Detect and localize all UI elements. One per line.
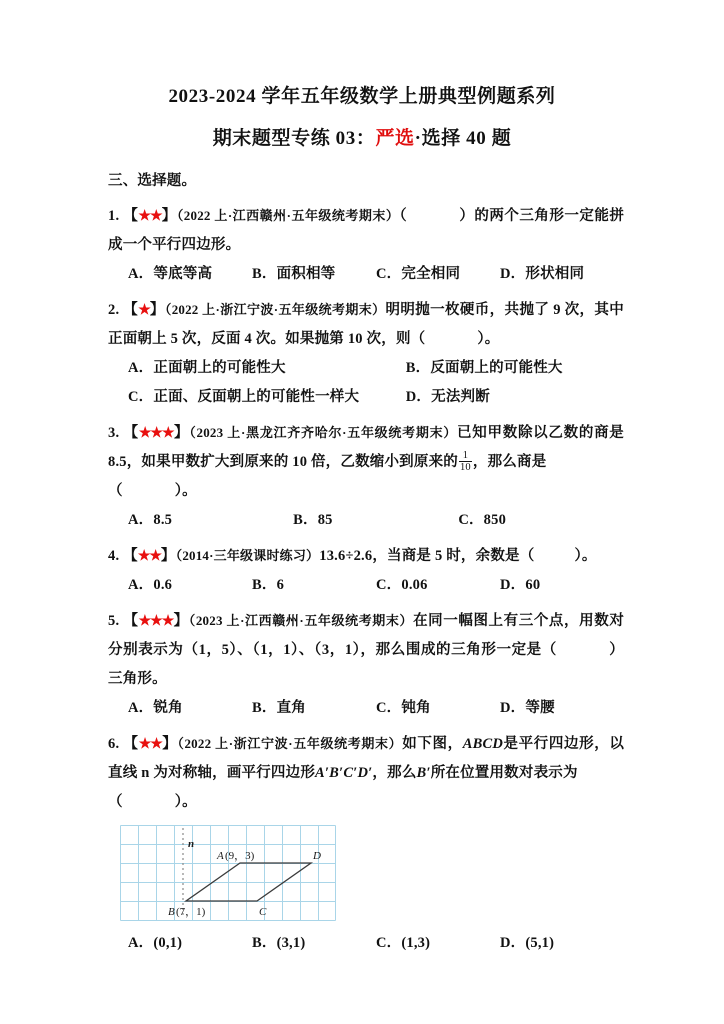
question-6-options xyxy=(128,929,624,958)
axis-label-n: n xyxy=(188,837,195,850)
subtitle-suffix: ·选择 40 题 xyxy=(414,128,512,150)
question-1-tail: ）的两个三角形一定能拼成一个平行四边形。 xyxy=(108,207,625,253)
difficulty-bracket-open: 【 xyxy=(123,612,139,629)
question-3-options xyxy=(128,506,624,535)
question-5 xyxy=(108,607,624,723)
question-4-tail: ）。 xyxy=(574,547,597,564)
fraction-one-tenth xyxy=(459,450,472,473)
fraction-denominator: 10 xyxy=(459,461,471,473)
question-6-mid-1: 是平行四边形，以直线 n 为对称轴，画平行四边形 xyxy=(108,735,625,781)
option-d[interactable]: D．形状相同 xyxy=(500,265,585,282)
question-3-tail: ）。 xyxy=(174,482,197,499)
question-1-source: （2022 上·江西赣州·五年级统考期末） xyxy=(176,207,400,223)
option-c[interactable]: C．正面、反面朝上的可能性一样大 xyxy=(128,388,360,405)
question-3-stem: 已知甲数除以乙数的商是 8.5，如果甲数扩大到原来的 10 倍，乙数缩小到原来的 xyxy=(108,424,625,470)
page-title: 2023-2024 学年五年级数学上册典型例题系列 xyxy=(168,86,556,107)
vertex-b-coordinate: (7，1) xyxy=(176,905,206,918)
option-b[interactable]: B．(3,1) xyxy=(252,934,306,951)
question-5-stem: 在同一幅图上有三个点，用数对分别表示为（1，5）、（1，1）、（3，1），那么围成的三角形一定是（ xyxy=(108,612,625,658)
question-3-source: （2023 上·黑龙江齐齐哈尔·五年级统考期末） xyxy=(189,424,458,440)
difficulty-stars: ★★ xyxy=(138,208,162,224)
question-2 xyxy=(108,296,624,412)
question-3-blank-open: （ xyxy=(108,482,123,499)
option-c[interactable]: C．钝角 xyxy=(376,699,431,716)
difficulty-bracket-open: 【 xyxy=(123,547,138,564)
subtitle-highlight: 严选 xyxy=(375,128,415,150)
question-6-source: （2022 上·浙江宁波·五年级统考期末） xyxy=(177,735,403,751)
question-5-text xyxy=(108,607,624,694)
difficulty-bracket-close: 】 xyxy=(149,301,165,318)
option-c[interactable]: C．850 xyxy=(458,511,507,528)
question-2-tail: ）。 xyxy=(477,330,500,347)
vertex-label-a: A xyxy=(217,849,224,862)
difficulty-bracket-open: 【 xyxy=(123,424,139,441)
question-4-options xyxy=(128,571,624,600)
section-heading: 三、选择题。 xyxy=(108,172,197,189)
page-subtitle xyxy=(0,124,724,154)
question-3-number: 3. xyxy=(108,424,120,441)
vertex-label-d: D xyxy=(313,849,321,862)
parallelogram-grid-diagram xyxy=(120,825,336,921)
question-3-text xyxy=(108,419,624,506)
vertex-label-c: C xyxy=(259,905,267,918)
question-4-source: （2014·三年级课时练习） xyxy=(175,547,320,563)
difficulty-stars: ★★★ xyxy=(138,425,174,441)
difficulty-stars: ★★ xyxy=(138,736,162,752)
grid-lines xyxy=(121,825,336,920)
vertex-a-coordinate: (9，3) xyxy=(225,849,255,862)
option-b[interactable]: B．85 xyxy=(293,511,333,528)
question-6-figure xyxy=(112,823,624,927)
difficulty-bracket-open: 【 xyxy=(123,207,139,224)
question-5-tail: ）三角形。 xyxy=(108,641,624,687)
option-a[interactable]: A．(0,1) xyxy=(128,934,183,951)
question-6-number: 6. xyxy=(108,735,120,752)
question-2-source: （2022 上·浙江宁波·五年级统考期末） xyxy=(164,301,386,317)
subtitle-prefix: 期末题型专练 03： xyxy=(212,128,376,150)
question-5-number: 5. xyxy=(108,612,120,629)
question-2-stem: 明明抛一枚硬币，共抛了 9 次，其中正面朝上 5 次，反面 4 次。如果抛第 10 次，则（ xyxy=(108,301,625,347)
question-6-mid-2: ，那么 xyxy=(372,764,417,781)
difficulty-stars: ★★★ xyxy=(138,613,174,629)
option-a[interactable]: A．8.5 xyxy=(128,511,173,528)
option-a[interactable]: A．正面朝上的可能性大 xyxy=(128,359,286,376)
difficulty-bracket-close: 】 xyxy=(161,207,177,224)
option-a[interactable]: A．锐角 xyxy=(128,699,183,716)
question-3 xyxy=(108,419,624,535)
question-6-stem: 如下图， xyxy=(402,735,463,752)
question-4-number: 4. xyxy=(108,547,120,564)
option-d[interactable]: D．(5,1) xyxy=(500,934,555,951)
question-4-text xyxy=(108,542,624,571)
fraction-numerator: 1 xyxy=(459,450,472,462)
difficulty-bracket-close: 】 xyxy=(173,612,189,629)
difficulty-bracket-open: 【 xyxy=(123,301,139,318)
option-c[interactable]: C．完全相同 xyxy=(376,265,461,282)
question-2-number: 2. xyxy=(108,301,120,318)
question-4-stem: 13.6÷2.6，当商是 5 时，余数是（ xyxy=(319,547,535,564)
option-d[interactable]: D．60 xyxy=(500,576,541,593)
question-1 xyxy=(108,202,624,289)
question-2-text xyxy=(108,296,624,354)
option-c[interactable]: C．0.06 xyxy=(376,576,428,593)
question-1-text xyxy=(108,202,624,260)
difficulty-bracket-close: 】 xyxy=(173,424,190,441)
question-6-tail: ）。 xyxy=(174,793,197,810)
title-block xyxy=(0,82,724,155)
question-6 xyxy=(108,730,624,958)
question-6-blank-open: （ xyxy=(108,793,123,810)
difficulty-bracket-open: 【 xyxy=(123,735,139,752)
question-5-options xyxy=(128,694,624,723)
option-b[interactable]: B．反面朝上的可能性大 xyxy=(405,359,563,376)
difficulty-bracket-close: 】 xyxy=(160,547,176,564)
difficulty-stars: ★★ xyxy=(137,548,161,564)
label-abcd: ABCD xyxy=(462,735,504,752)
label-b-prime: B′ xyxy=(416,764,431,781)
question-3-mid: ，那么商是 xyxy=(472,453,547,470)
option-b[interactable]: B．面积相等 xyxy=(252,265,336,282)
difficulty-bracket-close: 】 xyxy=(161,735,178,752)
question-1-blank-open: （ xyxy=(399,207,408,224)
question-6-text xyxy=(108,730,624,817)
question-1-number: 1. xyxy=(108,207,120,224)
vertex-label-b: B xyxy=(168,905,175,918)
option-d[interactable]: D．等腰 xyxy=(500,699,555,716)
option-b[interactable]: B．直角 xyxy=(252,699,306,716)
label-abcd-prime: A′B′C′D′ xyxy=(315,764,373,781)
option-a[interactable]: A．等底等高 xyxy=(128,265,213,282)
question-5-source: （2023 上·江西赣州·五年级统考期末） xyxy=(188,612,414,628)
question-1-options xyxy=(128,260,624,289)
option-c[interactable]: C．(1,3) xyxy=(376,934,431,951)
question-6-mid-3: 所在位置用数对表示为 xyxy=(430,764,578,781)
question-4 xyxy=(108,542,624,600)
question-2-options-row-1 xyxy=(128,354,624,383)
difficulty-stars: ★ xyxy=(138,302,150,318)
option-b[interactable]: B．6 xyxy=(252,576,285,593)
option-d[interactable]: D．无法判断 xyxy=(405,388,490,405)
content-area xyxy=(108,171,624,958)
option-a[interactable]: A．0.6 xyxy=(128,576,173,593)
question-2-options-row-2 xyxy=(128,383,624,412)
